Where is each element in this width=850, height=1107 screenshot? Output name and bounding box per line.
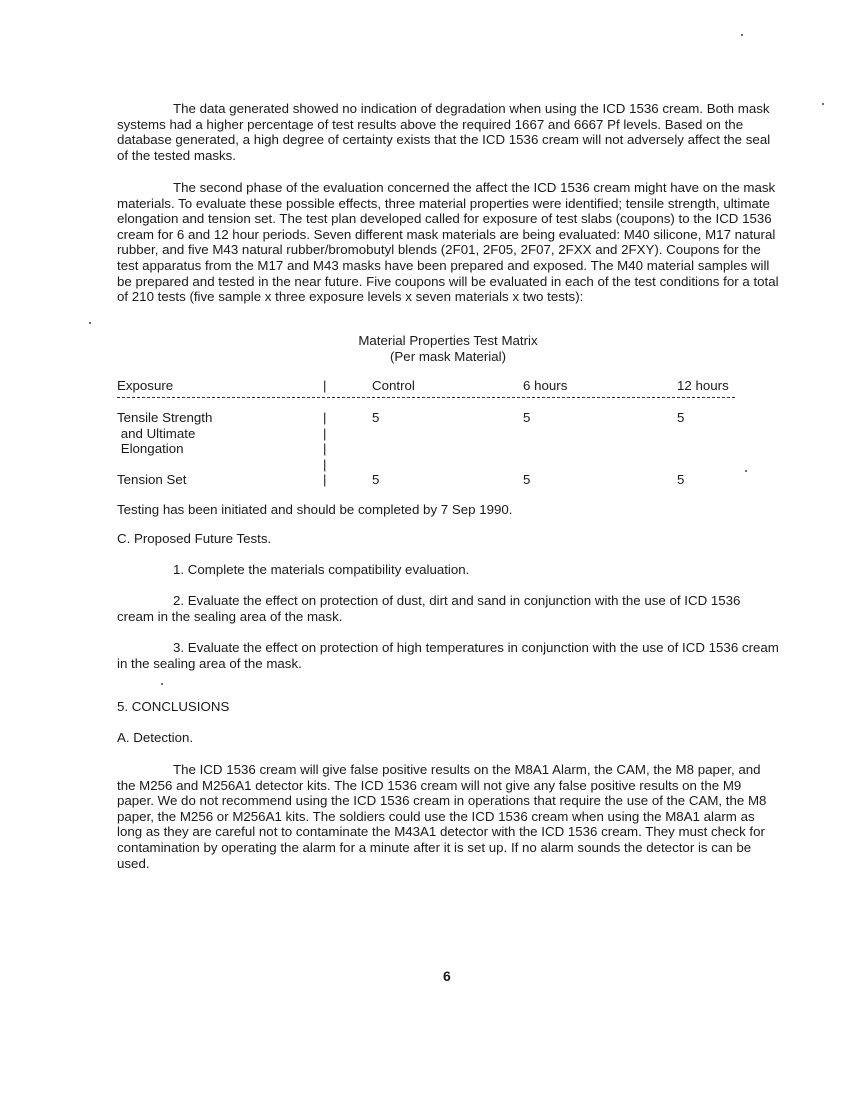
table-header-row [117,378,735,394]
matrix-subtitle: (Per mask Material) [390,348,506,364]
header-12-hours: 12 hours [677,378,729,393]
table-row-continuation [117,441,735,457]
row-label: Tensile Strength [117,410,213,425]
scan-speck [741,34,743,36]
detection-subheading: A. Detection. [117,730,194,745]
header-exposure: Exposure [117,378,174,393]
row-label: Tension Set [117,472,187,488]
cell-12-hours: 5 [677,472,685,488]
row-label: and Ultimate [117,425,196,441]
table-row [117,410,735,426]
scan-speck [161,683,163,685]
scan-speck [89,322,91,324]
paragraph-degradation-results: The data generated showed no indication of degradation when using the ICD 1536 cream. Both mask systems had a higher percentage of test results above the required 1667 and 6667 Pf levels. Based on the database generated, a high degree of certainty exists that the ICD 1536 cream will not adversely affect the seal of the tested masks. [117,101,771,163]
header-6-hours: 6 hours [523,378,568,393]
scan-speck [745,470,747,472]
future-test-item-3: 3. Evaluate the effect on protection of high temperatures in conjunction with the use of ICD 1536 cream in the sealing area of the mask. [117,640,779,671]
row-label: Elongation [117,441,184,457]
column-separator: | [323,441,327,457]
table-row-continuation [117,426,735,442]
matrix-caption [117,333,779,364]
scan-speck [822,103,824,105]
column-separator: | [323,378,327,393]
column-separator: | [323,410,327,425]
testing-note: Testing has been initiated and should be completed by 7 Sep 1990. [117,502,513,517]
future-test-item-2: 2. Evaluate the effect on protection of dust, dirt and sand in conjunction with the use of ICD 1536 cream in the sealing area of the mask. [117,593,741,624]
column-separator: | [323,456,327,472]
test-matrix-table [117,378,735,488]
table-header-divider [117,397,735,398]
cell-control: 5 [372,472,380,488]
conclusions-heading: 5. CONCLUSIONS [117,699,230,714]
table-row [117,472,735,488]
column-separator: | [323,472,327,488]
cell-12-hours: 5 [677,410,685,425]
future-test-item-1: 1. Complete the materials compatibility evaluation. [173,562,470,577]
matrix-title: Material Properties Test Matrix [358,333,538,348]
table-body [117,410,735,488]
table-row-spacer [117,457,735,473]
page-number: 6 [443,968,451,984]
section-c-heading: C. Proposed Future Tests. [117,531,272,546]
header-control: Control [372,378,415,393]
paragraph-detection: The ICD 1536 cream will give false positive results on the M8A1 Alarm, the CAM, the M8 paper, and the M256 and M256A1 detector kits. The ICD 1536 cream will not give any false positive results on the M9 paper. We do not recommend using the ICD 1536 cream in operations that require the use of the CAM, the M8 paper, the M256 or M256A1 kits. The soldiers could use the ICD 1536 cream when using the M8A1 alarm as long as they are careful not to contaminate the M43A1 detector with the ICD 1536 cream. They must check for contamination by operating the alarm for a minute after it is set up. If no alarm sounds the detector is can be used. [117,762,767,871]
cell-6-hours: 5 [523,410,531,425]
column-separator: | [323,425,327,441]
cell-control: 5 [372,410,380,425]
paragraph-second-phase: The second phase of the evaluation concerned the affect the ICD 1536 cream might have on the mask materials. To evaluate these possible effects, three material properties were identified; tensile strength, ultimate elongation and tension set. The test plan developed called for exposure of test slabs (coupons) to the ICD 1536 cream for 6 and 12 hour periods. Seven different mask materials are being evaluated: M40 silicone, M17 natural rubber, and five M43 natural rubber/bromobutyl blends (2F01, 2F05, 2F07, 2FXX and 2FXY). Coupons for the test apparatus from the M17 and M43 masks have been prepared and exposed. The M40 material samples will be prepared and tested in the near future. Five coupons will be evaluated in each of the test conditions for a total of 210 tests (five sample x three exposure levels x seven materials x two tests): [117,180,779,305]
cell-6-hours: 5 [523,472,531,488]
